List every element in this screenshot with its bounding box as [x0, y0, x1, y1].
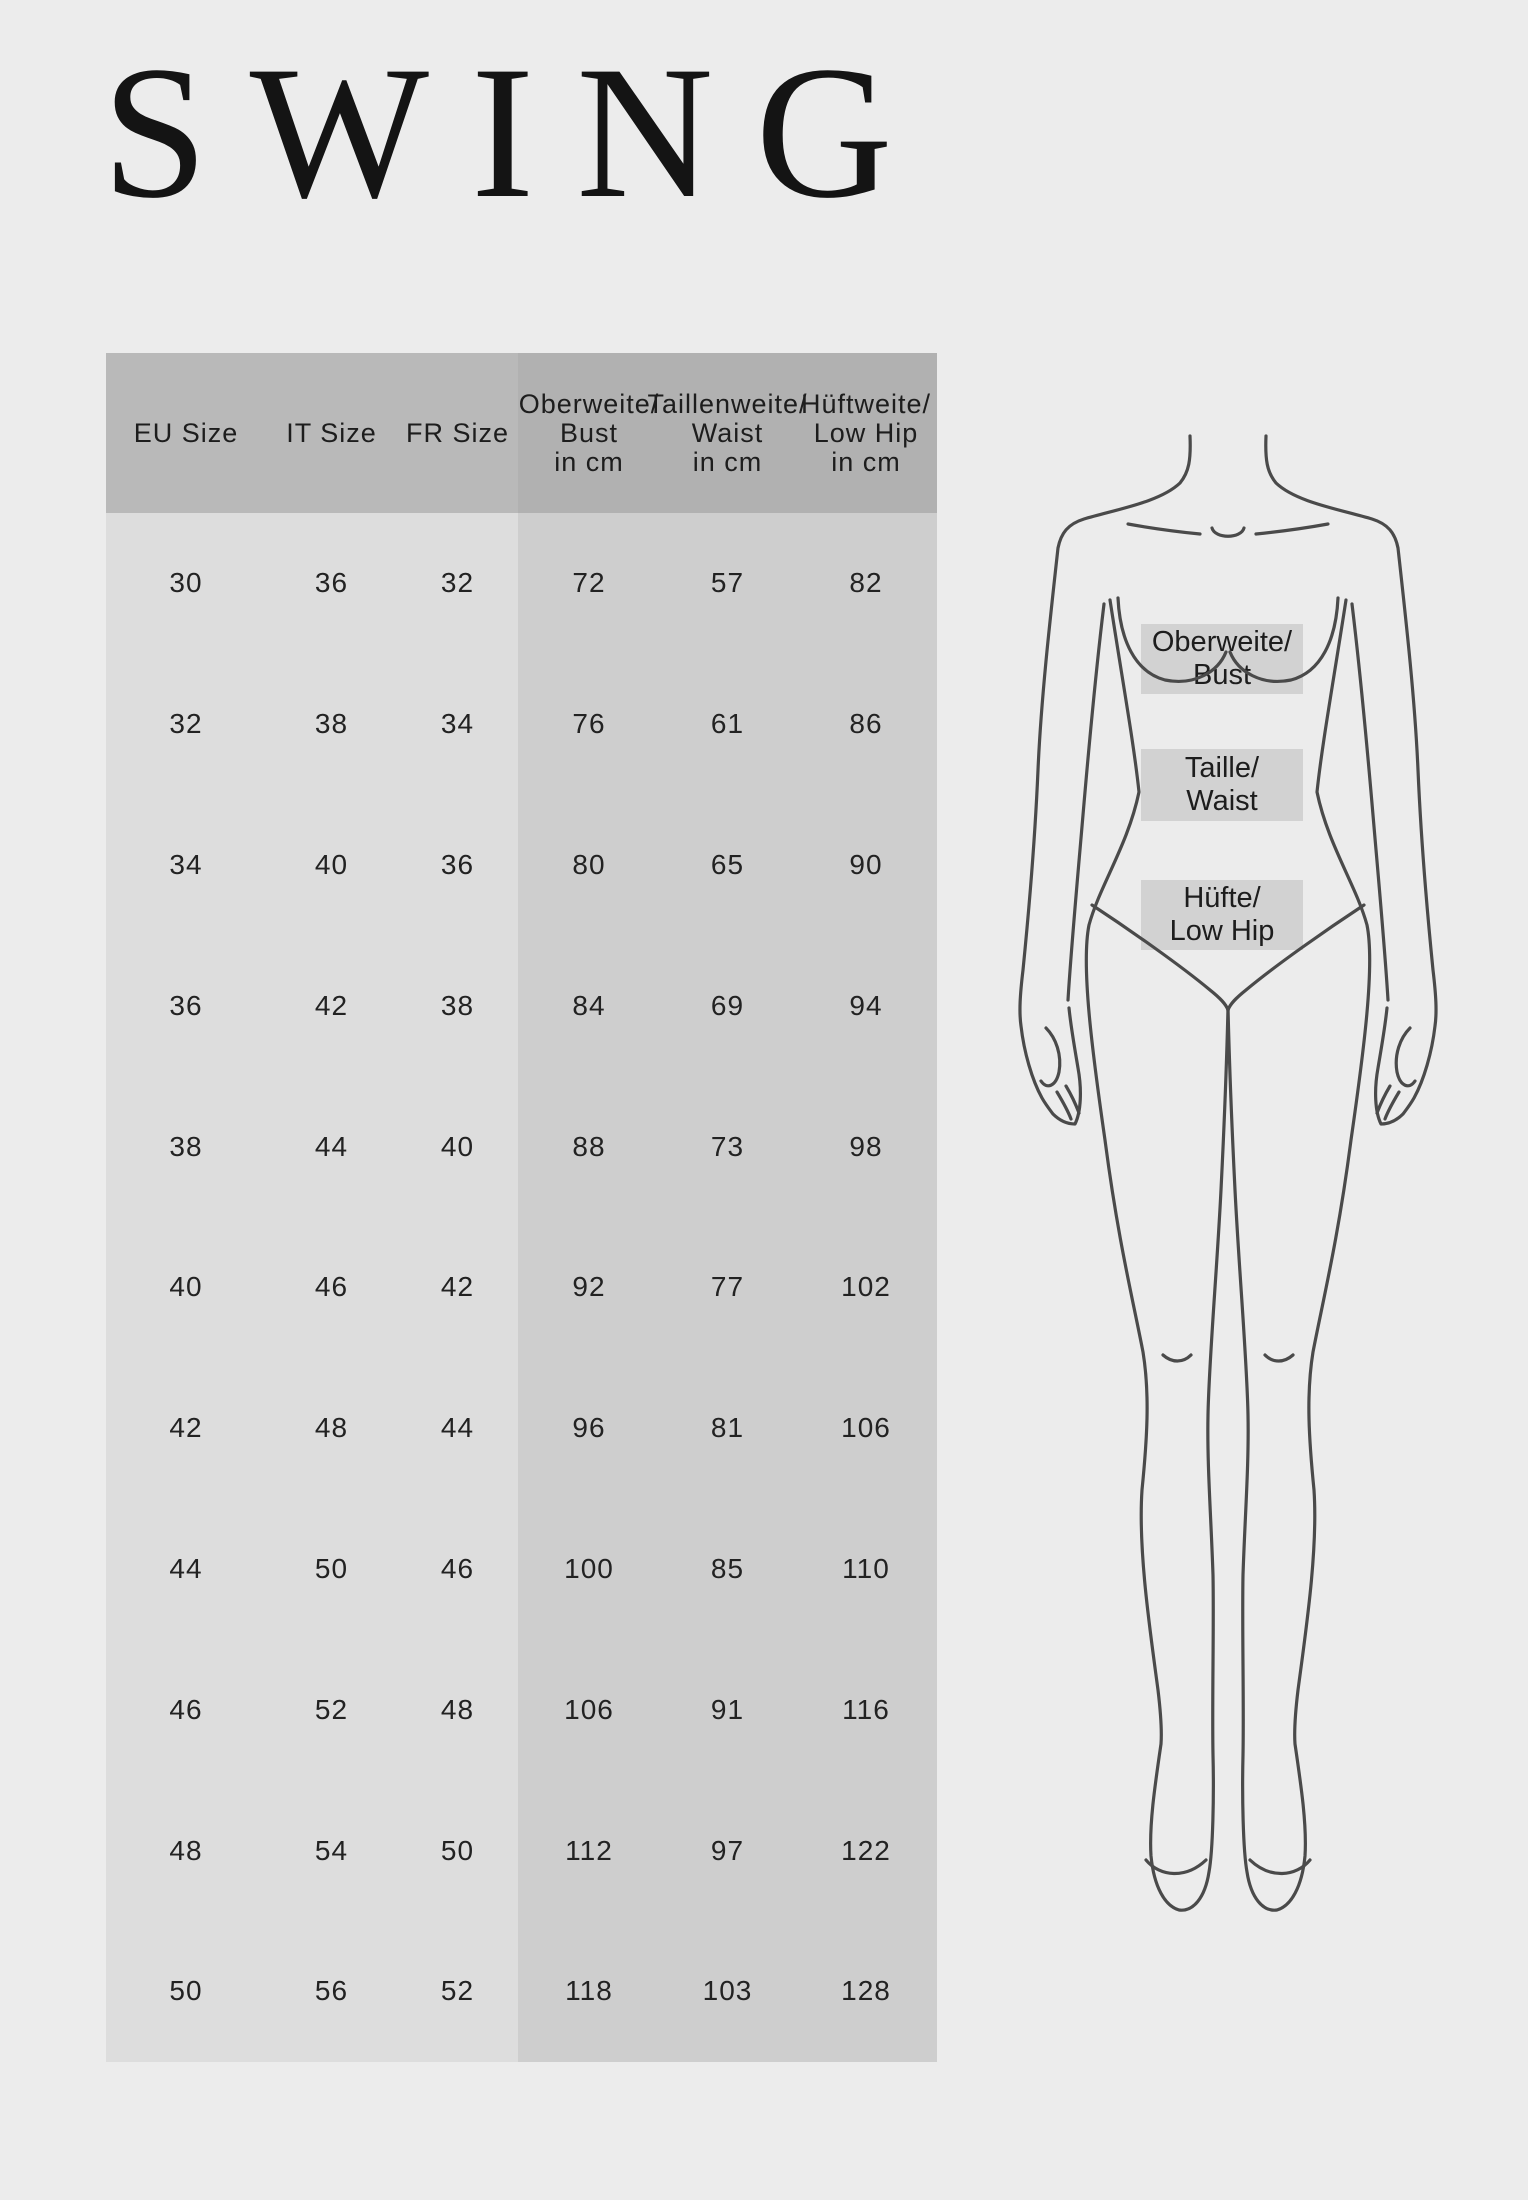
size-cell-waist: 69	[710, 989, 745, 1021]
size-cell-bust: 96	[572, 1412, 606, 1444]
size-cell-fr: 34	[440, 708, 475, 740]
col-header-bust	[518, 353, 660, 513]
size-cell-waist: 91	[710, 1693, 745, 1725]
col-header-it-size: IT Size	[286, 417, 377, 448]
size-cell-low_hip: 86	[849, 708, 883, 740]
col-header-eu-size: EU Size	[133, 417, 239, 448]
size-table-grid	[106, 353, 937, 2062]
size-cell-fr: 52	[440, 1975, 475, 2007]
size-cell-it: 54	[314, 1834, 349, 1866]
col-header-low-hip-line2: Low Hip	[813, 417, 919, 448]
size-cell-bust: 100	[564, 1552, 614, 1584]
size-cell-it: 44	[314, 1130, 349, 1162]
size-cell-eu: 40	[169, 1271, 203, 1303]
figure-label-waist-line1: Taille/	[1184, 752, 1260, 784]
size-cell-eu: 46	[169, 1693, 203, 1725]
size-cell-low_hip: 106	[841, 1412, 891, 1444]
size-cell-bust: 106	[564, 1693, 614, 1725]
size-cell-fr: 46	[440, 1552, 475, 1584]
size-cell-low_hip: 102	[841, 1271, 891, 1303]
figure-label-bust	[1141, 624, 1303, 694]
col-header-low-hip	[795, 353, 937, 513]
size-cell-low_hip: 82	[849, 567, 883, 599]
size-cell-waist: 77	[710, 1271, 745, 1303]
size-cell-eu: 36	[169, 989, 203, 1021]
col-header-low-hip-line3: in cm	[831, 446, 901, 477]
size-cell-low_hip: 110	[842, 1552, 890, 1584]
size-cell-low_hip: 98	[849, 1130, 883, 1162]
size-cell-it: 56	[314, 1975, 349, 2007]
size-cell-it: 42	[314, 989, 349, 1021]
size-cell-fr: 38	[440, 989, 475, 1021]
col-header-waist-line3: in cm	[692, 446, 763, 477]
size-cell-eu: 42	[169, 1412, 203, 1444]
size-cell-waist: 65	[710, 848, 745, 880]
figure-label-hip-line2: Low Hip	[1169, 915, 1275, 947]
figure-label-hip-line1: Hüfte/	[1183, 882, 1261, 914]
size-cell-eu: 32	[169, 708, 203, 740]
size-cell-bust: 76	[572, 708, 606, 740]
size-cell-eu: 38	[169, 1130, 203, 1162]
size-cell-waist: 73	[710, 1130, 745, 1162]
size-cell-it: 46	[314, 1271, 349, 1303]
size-cell-waist: 61	[710, 708, 745, 740]
col-header-waist-line1: Taillenweite/	[647, 388, 808, 419]
size-cell-it: 52	[314, 1693, 349, 1725]
size-cell-fr: 44	[440, 1412, 475, 1444]
figure-label-waist-line2: Waist	[1186, 785, 1258, 817]
size-cell-eu: 50	[169, 1975, 203, 2007]
col-header-low-hip-line1: Hüftweite/	[800, 388, 932, 419]
size-cell-eu: 34	[169, 848, 203, 880]
size-cell-it: 38	[314, 708, 349, 740]
size-cell-bust: 72	[572, 567, 606, 599]
size-table	[106, 353, 937, 2062]
figure-label-bust-line2: Bust	[1192, 659, 1252, 691]
size-cell-waist: 103	[702, 1975, 753, 2007]
size-cell-it: 50	[314, 1552, 349, 1584]
brand-logo: SWING	[102, 28, 935, 238]
size-cell-fr: 42	[440, 1271, 475, 1303]
size-cell-it: 48	[314, 1412, 349, 1444]
size-cell-eu: 44	[169, 1552, 203, 1584]
size-cell-waist: 97	[710, 1834, 745, 1866]
col-header-bust-line2: Bust	[559, 417, 619, 448]
size-cell-bust: 118	[565, 1975, 613, 2007]
size-cell-fr: 48	[440, 1693, 475, 1725]
size-cell-waist: 57	[710, 567, 745, 599]
size-cell-bust: 84	[572, 989, 606, 1021]
size-cell-eu: 30	[169, 567, 203, 599]
size-cell-fr: 50	[440, 1834, 475, 1866]
size-cell-bust: 92	[572, 1271, 606, 1303]
col-header-waist	[647, 353, 808, 513]
size-cell-it: 40	[314, 848, 349, 880]
col-header-bust-line1: Oberweite/	[518, 388, 660, 419]
figure-label-hip	[1141, 880, 1303, 950]
size-cell-low_hip: 128	[841, 1975, 891, 2007]
size-cell-bust: 88	[572, 1130, 606, 1162]
size-cell-it: 36	[314, 567, 349, 599]
size-cell-fr: 32	[440, 567, 475, 599]
figure-label-waist	[1141, 749, 1303, 821]
size-cell-bust: 112	[565, 1834, 613, 1866]
size-cell-bust: 80	[572, 848, 606, 880]
size-cell-fr: 36	[440, 848, 475, 880]
col-header-waist-line2: Waist	[691, 417, 764, 448]
size-cell-low_hip: 94	[849, 989, 883, 1021]
size-cell-waist: 85	[710, 1552, 745, 1584]
size-cell-fr: 40	[440, 1130, 475, 1162]
size-cell-low_hip: 116	[842, 1693, 890, 1725]
size-cell-low_hip: 90	[849, 848, 883, 880]
col-header-fr-size: FR Size	[405, 417, 510, 448]
col-header-bust-line3: in cm	[554, 446, 624, 477]
size-cell-low_hip: 122	[841, 1834, 891, 1866]
size-cell-waist: 81	[710, 1412, 745, 1444]
size-cell-eu: 48	[169, 1834, 203, 1866]
figure-label-bust-line1: Oberweite/	[1151, 626, 1293, 658]
